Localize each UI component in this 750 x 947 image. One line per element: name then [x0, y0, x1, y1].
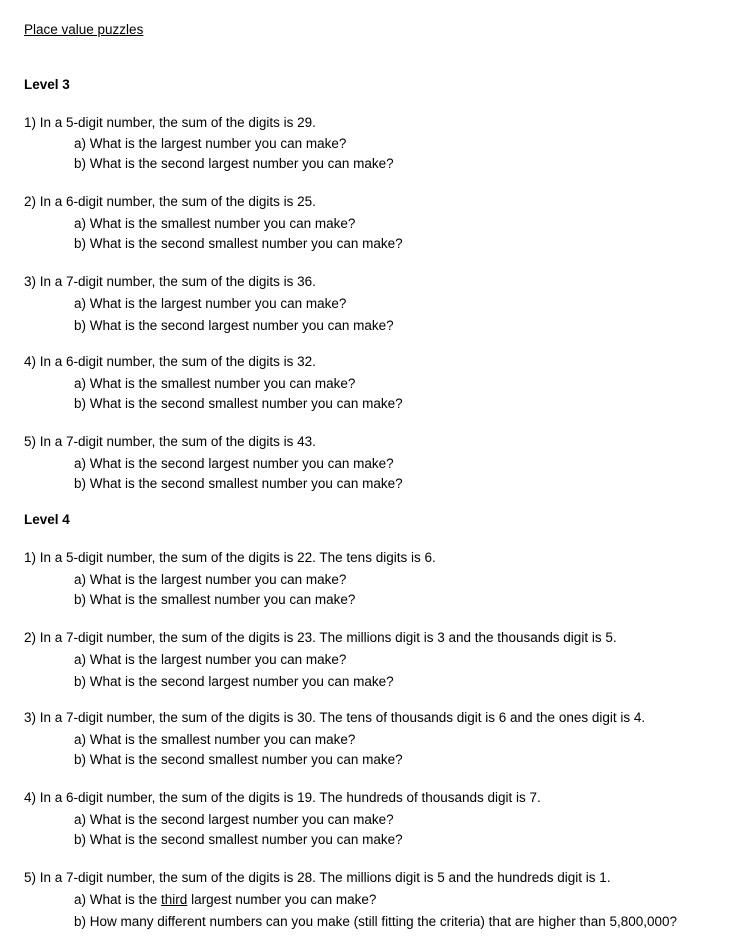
level-3-question-1-part-a: a) What is the largest number you can make? — [74, 136, 347, 151]
level-3-question-2-part-b: b) What is the second smallest number you can make? — [74, 236, 403, 251]
level-3-question-4: 4) In a 6-digit number, the sum of the digits is 32. — [24, 354, 316, 369]
level-3-question-1-part-b: b) What is the second largest number you can make? — [74, 156, 394, 171]
level-4-question-3-part-b: b) What is the second smallest number you can make? — [74, 752, 403, 767]
level-3-question-4-part-a: a) What is the smallest number you can make? — [74, 376, 356, 391]
level-3-question-2: 2) In a 6-digit number, the sum of the digits is 25. — [24, 194, 316, 209]
level-4-question-2: 2) In a 7-digit number, the sum of the digits is 23. The millions digit is 3 and the thousands digit is 5. — [24, 630, 617, 645]
level-4-question-3-part-a: a) What is the smallest number you can make? — [74, 732, 356, 747]
level-4-question-5-part-b: b) How many different numbers can you make (still fitting the criteria) that are higher than 5,800,000? — [74, 914, 678, 929]
level-4-question-5-part-a — [74, 892, 376, 908]
level-4-question-4-part-a: a) What is the second largest number you can make? — [74, 812, 394, 827]
level-3-heading: Level 3 — [24, 77, 70, 92]
part-a-suffix: largest number you can make? — [187, 892, 377, 907]
level-4-question-2-part-b: b) What is the second largest number you can make? — [74, 674, 394, 689]
level-4-question-4-part-b: b) What is the second smallest number you can make? — [74, 832, 403, 847]
part-a-prefix: a) What is the — [74, 892, 162, 907]
level-4-question-4: 4) In a 6-digit number, the sum of the digits is 19. The hundreds of thousands digit is 7. — [24, 790, 541, 805]
level-3-question-5-part-b: b) What is the second smallest number you can make? — [74, 476, 403, 491]
level-4-question-5: 5) In a 7-digit number, the sum of the digits is 28. The millions digit is 5 and the hundreds digit is 1. — [24, 870, 611, 885]
level-3-question-5: 5) In a 7-digit number, the sum of the digits is 43. — [24, 434, 316, 449]
level-3-question-3: 3) In a 7-digit number, the sum of the digits is 36. — [24, 274, 316, 289]
level-4-question-2-part-a: a) What is the largest number you can make? — [74, 652, 347, 667]
level-4-question-1-part-a: a) What is the largest number you can make? — [74, 572, 347, 587]
level-4-question-1-part-b: b) What is the smallest number you can make? — [74, 592, 356, 607]
level-3-question-2-part-a: a) What is the smallest number you can make? — [74, 216, 356, 231]
level-3-question-3-part-b: b) What is the second largest number you can make? — [74, 318, 394, 333]
level-4-heading: Level 4 — [24, 512, 70, 527]
level-4-question-3: 3) In a 7-digit number, the sum of the digits is 30. The tens of thousands digit is 6 and the ones digit is 4. — [24, 710, 646, 725]
part-a-emphasis: third — [161, 892, 188, 907]
page-title: Place value puzzles — [24, 22, 144, 37]
level-3-question-3-part-a: a) What is the largest number you can make? — [74, 296, 347, 311]
level-3-question-5-part-a: a) What is the second largest number you can make? — [74, 456, 394, 471]
level-3-question-1: 1) In a 5-digit number, the sum of the digits is 29. — [24, 115, 316, 130]
level-3-question-4-part-b: b) What is the second smallest number you can make? — [74, 396, 403, 411]
level-4-question-1: 1) In a 5-digit number, the sum of the digits is 22. The tens digits is 6. — [24, 550, 436, 565]
